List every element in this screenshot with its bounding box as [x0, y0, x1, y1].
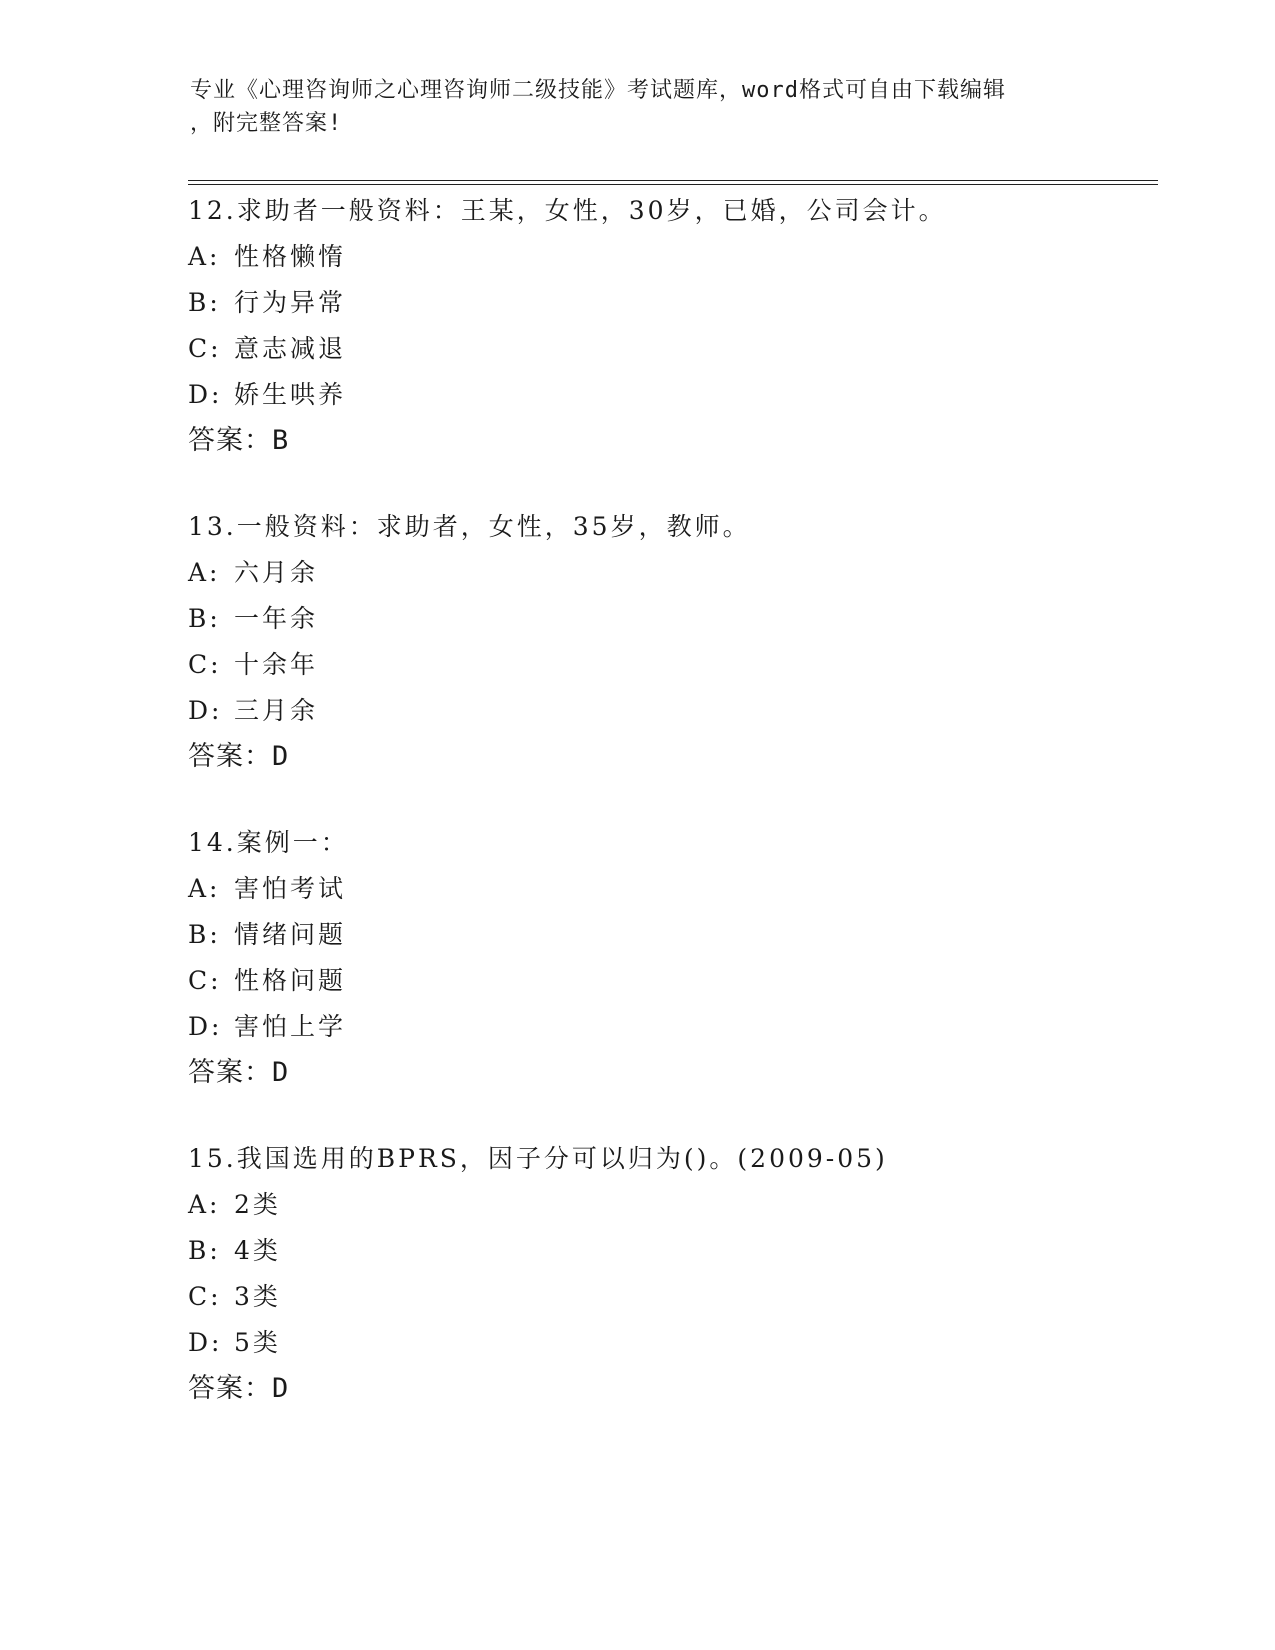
question-15 — [188, 1136, 1148, 1412]
option-a — [188, 550, 1148, 596]
option-letter: A: — [188, 242, 221, 271]
answer-line: 答案：D — [188, 1373, 290, 1404]
option-c — [188, 1274, 1148, 1320]
option-a — [188, 234, 1148, 280]
answer-line: 答案：D — [188, 741, 290, 772]
option-b — [188, 280, 1148, 326]
option-letter: D: — [188, 1328, 223, 1357]
option-text: 性格懒惰 — [234, 242, 347, 271]
option-text: 六月余 — [234, 558, 319, 587]
option-letter: C: — [188, 1282, 222, 1311]
option-text: 娇生哄养 — [234, 380, 347, 409]
option-b — [188, 596, 1148, 642]
header-line-1: 专业《心理咨询师之心理咨询师二级技能》考试题库，word格式可自由下载编辑 — [190, 78, 1006, 103]
document-header — [190, 74, 1070, 140]
option-text: 性格问题 — [234, 966, 347, 995]
option-text: 2类 — [234, 1190, 281, 1219]
option-b — [188, 912, 1148, 958]
answer-line: 答案：B — [188, 425, 290, 456]
option-letter: B: — [188, 604, 221, 633]
option-d — [188, 1320, 1148, 1366]
option-letter: B: — [188, 288, 221, 317]
option-letter: C: — [188, 650, 222, 679]
header-divider-top — [188, 180, 1158, 181]
header-divider-bottom — [188, 184, 1158, 185]
option-letter: D: — [188, 380, 223, 409]
option-text: 害怕上学 — [234, 1012, 347, 1041]
option-letter: B: — [188, 1236, 221, 1265]
question-title: 13.一般资料：求助者，女性，35岁，教师。 — [188, 512, 751, 541]
option-b — [188, 1228, 1148, 1274]
question-14 — [188, 820, 1148, 1096]
option-letter: B: — [188, 920, 221, 949]
option-a — [188, 1182, 1148, 1228]
option-letter: C: — [188, 334, 222, 363]
answer-line: 答案：D — [188, 1057, 290, 1088]
option-letter: C: — [188, 966, 222, 995]
option-text: 害怕考试 — [234, 874, 347, 903]
option-c — [188, 326, 1148, 372]
option-text: 一年余 — [234, 604, 319, 633]
option-letter: D: — [188, 696, 223, 725]
option-text: 意志减退 — [234, 334, 347, 363]
option-c — [188, 958, 1148, 1004]
option-letter: A: — [188, 558, 221, 587]
option-a — [188, 866, 1148, 912]
option-text: 十余年 — [234, 650, 319, 679]
option-d — [188, 1004, 1148, 1050]
option-d — [188, 372, 1148, 418]
question-title: 12.求助者一般资料：王某，女性，30岁，已婚，公司会计。 — [188, 196, 947, 225]
question-title: 14.案例一： — [188, 828, 349, 857]
option-text: 5类 — [234, 1328, 281, 1357]
option-c — [188, 642, 1148, 688]
option-letter: A: — [188, 874, 221, 903]
option-letter: D: — [188, 1012, 223, 1041]
question-13 — [188, 504, 1148, 780]
header-line-2: ，附完整答案! — [190, 111, 343, 136]
question-title: 15.我国选用的BPRS，因子分可以归为()。(2009-05) — [188, 1144, 888, 1173]
option-text: 4类 — [234, 1236, 281, 1265]
option-text: 行为异常 — [234, 288, 347, 317]
option-text: 情绪问题 — [234, 920, 347, 949]
option-text: 三月余 — [234, 696, 319, 725]
option-letter: A: — [188, 1190, 221, 1219]
question-12 — [188, 188, 1148, 464]
option-text: 3类 — [234, 1282, 281, 1311]
option-d — [188, 688, 1148, 734]
